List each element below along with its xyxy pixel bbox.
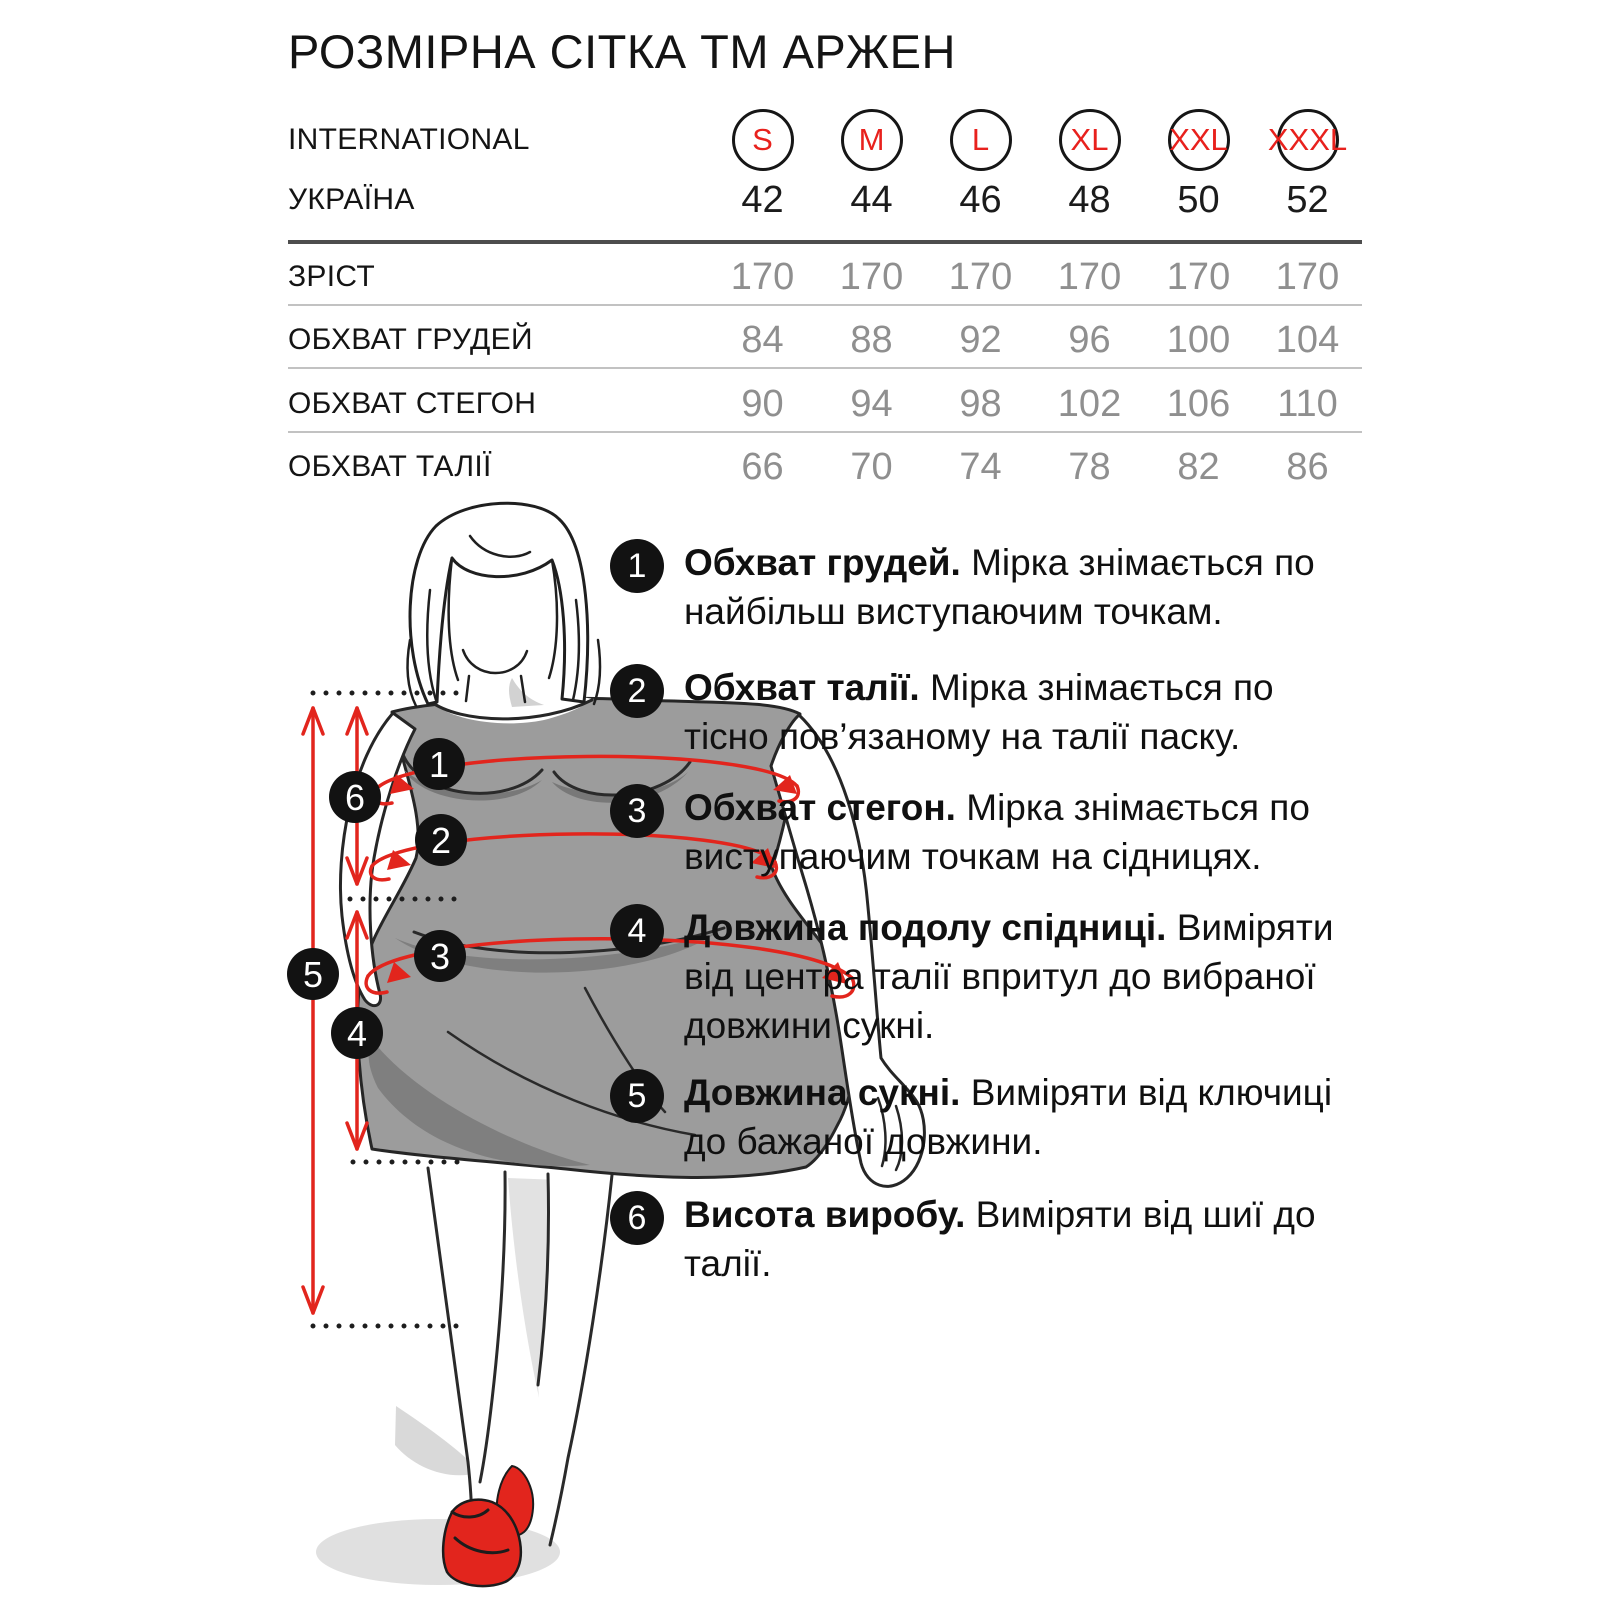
instruction-item-5 [610,1068,1344,1166]
ukraine-size: 42 [741,178,784,221]
cell: 170 [1057,255,1122,298]
cell: 78 [1068,445,1111,488]
ukraine-size: 52 [1286,178,1329,221]
table-row-hips [288,380,1362,428]
cell: 98 [959,382,1002,425]
table-divider [288,431,1362,433]
size-badge-xxl: XXL [1168,109,1230,171]
cell: 90 [741,382,784,425]
size-badge-m: M [841,109,903,171]
instruction-text: Обхват стегон. Мірка знімається по виступаючим точкам на сідницях. [684,787,1310,877]
cell: 94 [850,382,893,425]
instruction-number-badge: 5 [610,1069,664,1123]
row-label: ОБХВАТ ТАЛІЇ [288,450,492,483]
figure-marker-6: 6 [344,777,366,818]
ukraine-size: 50 [1177,178,1220,221]
row-label: ОБХВАТ СТЕГОН [288,387,537,420]
instruction-number-badge: 1 [610,539,664,593]
instruction-item-6 [610,1190,1344,1288]
ukraine-row [288,176,1362,224]
instruction-text: Висота виробу. Виміряти від шиї до талії. [684,1194,1316,1284]
ukraine-size: 44 [850,178,893,221]
instruction-text: Довжина сукні. Виміряти від ключиці до бажаної довжини. [684,1072,1333,1162]
instruction-number-badge: 2 [610,664,664,718]
instruction-number-badge: 3 [610,784,664,838]
instruction-item-3 [610,783,1344,881]
cell: 104 [1275,318,1340,361]
cell: 70 [850,445,893,488]
cell: 110 [1277,382,1338,425]
table-divider-thick [288,240,1362,244]
table-divider [288,304,1362,306]
instruction-number-badge: 4 [610,904,664,958]
instruction-number-badge: 6 [610,1191,664,1245]
figure-marker-2: 2 [430,820,452,861]
ukraine-size: 48 [1068,178,1111,221]
cell: 170 [839,255,904,298]
head-and-hair [408,503,601,707]
row-label: ОБХВАТ ГРУДЕЙ [288,323,533,356]
size-badge-l: L [950,109,1012,171]
cell: 96 [1068,318,1111,361]
cell: 84 [741,318,784,361]
instruction-item-2 [610,663,1344,761]
cell: 92 [959,318,1002,361]
cell: 106 [1166,382,1231,425]
cell: 82 [1177,445,1220,488]
cell: 88 [850,318,893,361]
cell: 170 [1166,255,1231,298]
instruction-text: Обхват грудей. Мірка знімається по найбільш виступаючим точкам. [684,542,1315,632]
international-row-label: INTERNATIONAL [288,123,530,156]
page-title: РОЗМІРНА СІТКА ТМ АРЖЕН [288,25,956,78]
cell: 74 [959,445,1002,488]
cell: 100 [1166,318,1231,361]
instruction-text: Обхват талії. Мірка знімається по тісно пов’язаному на талії паску. [684,667,1274,757]
instruction-text: Довжина подолу спідниці. Виміряти від центра талії впритул до вибраної довжини сукні. [684,907,1334,1046]
cell: 170 [1275,255,1340,298]
ukraine-row-label: УКРАЇНА [288,183,415,216]
table-row-waist [288,443,1362,491]
size-badge-xl: XL [1059,109,1121,171]
figure-marker-3: 3 [429,936,451,977]
figure-marker-4: 4 [346,1013,368,1054]
cell: 170 [730,255,795,298]
row-label: ЗРІСТ [288,260,375,293]
figure-marker-5: 5 [302,954,324,995]
cell: 66 [741,445,784,488]
size-badge-xxxl: XXXL [1277,109,1339,171]
table-row-bust [288,316,1362,364]
cell: 170 [948,255,1013,298]
cell: 86 [1286,445,1329,488]
size-badge-s: S [732,109,794,171]
international-row [288,110,1362,170]
figure-marker-1: 1 [428,744,450,785]
instruction-item-1 [610,538,1344,636]
table-row-height [288,253,1362,301]
ukraine-size: 46 [959,178,1002,221]
instruction-item-4 [610,903,1344,1050]
table-divider [288,367,1362,369]
cell: 102 [1057,382,1122,425]
